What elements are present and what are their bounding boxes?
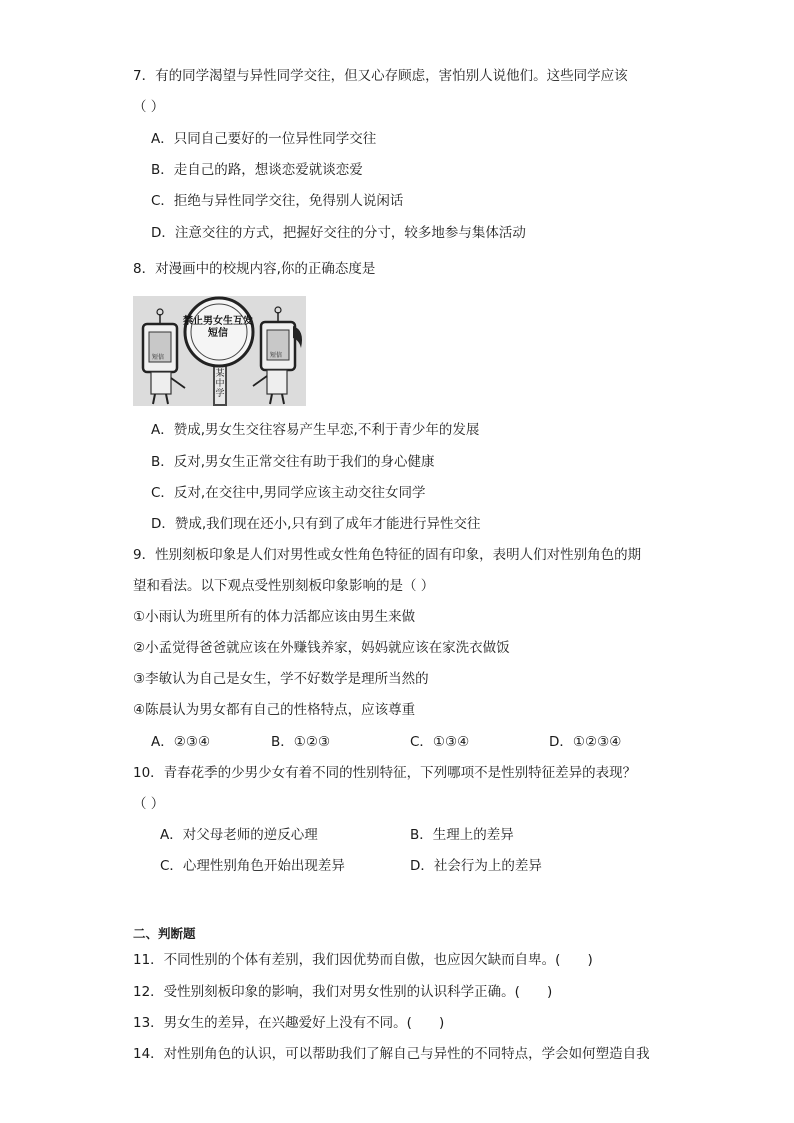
judgement-item-14: 14．对性别角色的认识，可以帮助我们了解自己与异性的不同特点，学会如何塑造自我 — [133, 1046, 650, 1062]
question-9-statement-2: ②小孟觉得爸爸就应该在外赚钱养家，妈妈就应该在家洗衣做饭 — [133, 640, 510, 656]
judgement-item-11: 11．不同性别的个体有差别，我们因优势而自傲，也应因欠缺而自卑。( ) — [133, 952, 593, 968]
question-9-stem-line1: 9．性别刻板印象是人们对男性或女性角色特征的固有印象，表明人们对性别角色的期 — [133, 547, 642, 563]
question-7-option-c: C．拒绝与异性同学交往，免得别人说闲话 — [151, 193, 404, 209]
question-8-option-d: D．赞成,我们现在还小,只有到了成年才能进行异性交往 — [151, 516, 481, 532]
question-9-stem-line2: 望和看法。以下观点受性别刻板印象影响的是（ ） — [133, 578, 435, 594]
question-10-option-c: C．心理性别角色开始出现差异 — [160, 858, 345, 874]
question-9-option-a: A．②③④ — [151, 734, 211, 750]
post-text: 某中学 — [215, 369, 225, 399]
question-9-statement-3: ③李敏认为自己是女生，学不好数学是理所当然的 — [133, 671, 429, 687]
question-10-stem-line1: 10．青春花季的少男少女有着不同的性别特征，下列哪项不是性别特征差异的表现？ — [133, 765, 637, 781]
question-9-options-row — [151, 733, 651, 751]
question-10-option-b: B．生理上的差异 — [410, 827, 514, 843]
judgement-item-13: 13．男女生的差异，在兴趣爱好上没有不同。( ) — [133, 1015, 445, 1031]
question-7-stem-line1: 7．有的同学渴望与异性同学交往，但又心存顾虑，害怕别人说他们。这些同学应该 — [133, 68, 628, 84]
question-7-option-a: A．只同自己要好的一位异性同学交往 — [151, 131, 377, 147]
question-8-option-b: B．反对,男女生正常交往有助于我们的身心健康 — [151, 454, 435, 470]
question-10-stem-line2: （ ） — [133, 796, 165, 812]
question-9-statement-1: ①小雨认为班里所有的体力活都应该由男生来做 — [133, 609, 416, 625]
school-rule-cartoon — [133, 296, 306, 406]
question-9-statement-4: ④陈晨认为男女都有自己的性格特点，应该尊重 — [133, 702, 416, 718]
question-9-option-d: D．①②③④ — [549, 734, 622, 750]
question-8-option-a: A．赞成,男女生交往容易产生早恋,不利于青少年的发展 — [151, 422, 480, 438]
section-2-title: 二、判断题 — [133, 926, 196, 941]
question-9-option-b: B．①②③ — [271, 734, 331, 750]
left-phone-text: 短信 — [152, 354, 165, 361]
right-phone-text: 短信 — [270, 352, 283, 359]
question-10-option-d: D．社会行为上的差异 — [410, 858, 542, 874]
question-7-option-d: D．注意交往的方式，把握好交往的分寸，较多地参与集体活动 — [151, 225, 526, 241]
question-8-option-c: C．反对,在交往中,男同学应该主动交往女同学 — [151, 485, 426, 501]
question-10-option-a: A．对父母老师的逆反心理 — [160, 827, 318, 843]
question-9-option-c: C．①③④ — [410, 734, 470, 750]
question-8-stem: 8．对漫画中的校规内容,你的正确态度是 — [133, 261, 376, 277]
question-7-option-b: B．走自己的路，想谈恋爱就谈恋爱 — [151, 162, 363, 178]
sign-text: 禁止男女生互发短信 — [183, 316, 253, 339]
question-7-stem-line2: （ ） — [133, 99, 165, 115]
judgement-item-12: 12．受性别刻板印象的影响，我们对男女性别的认识科学正确。( ) — [133, 984, 553, 1000]
